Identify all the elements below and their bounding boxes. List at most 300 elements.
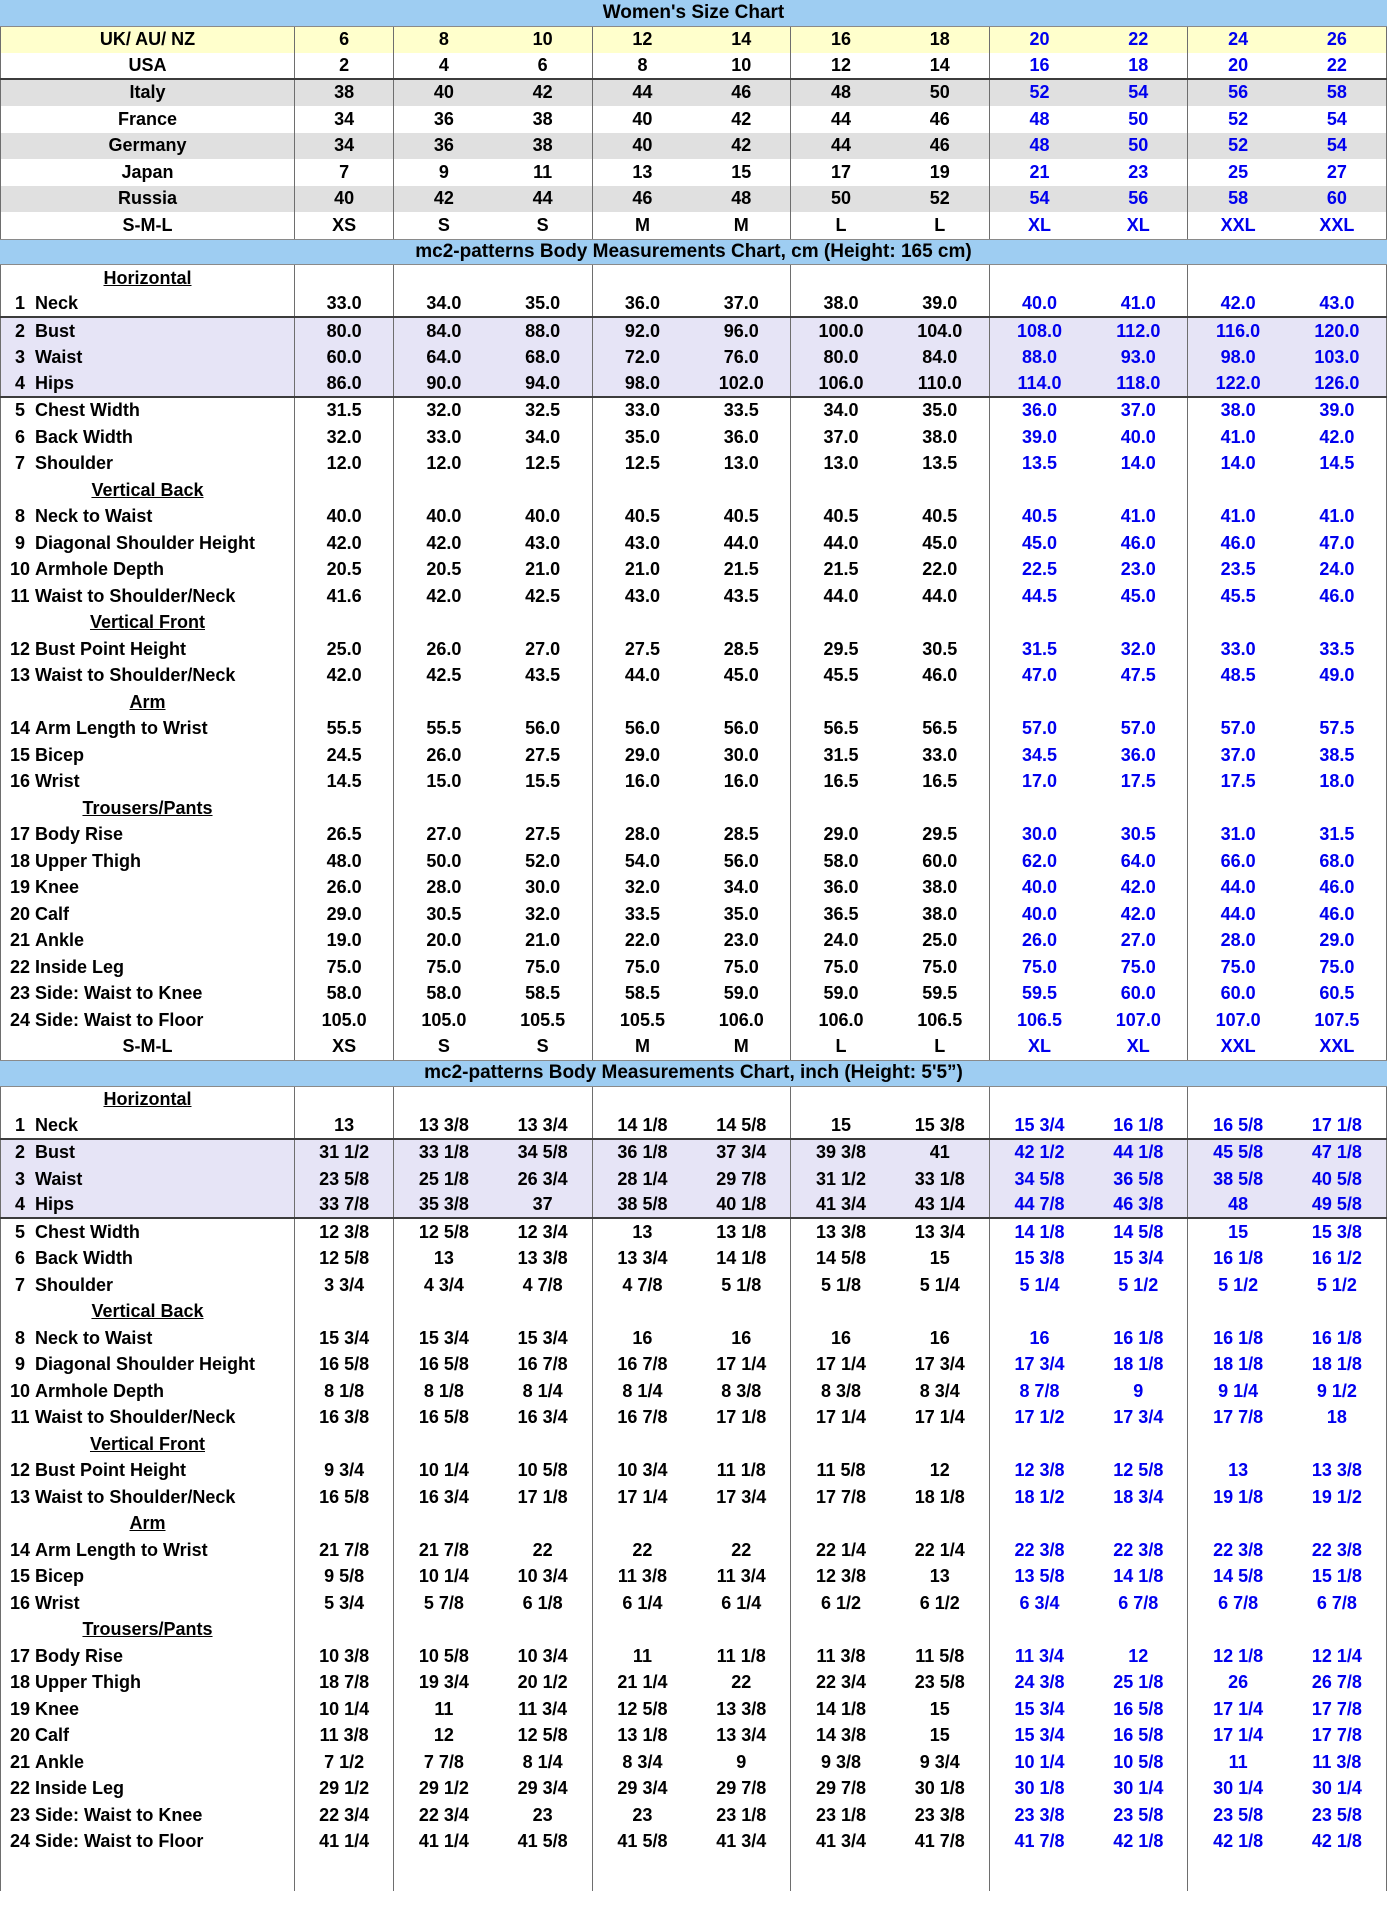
value-cell [990, 689, 1089, 716]
value-cell: 98.0 [1220, 347, 1256, 368]
value-cell: XXL [1220, 214, 1256, 235]
inch-section-header: mc2-patterns Body Measurements Chart, inch (Height: 5'5”) [0, 1060, 1387, 1087]
row-label-text: Bust Point Height [35, 1460, 186, 1481]
row-label [0, 424, 295, 451]
row-label [0, 371, 295, 396]
value-cell: 23 1/8 [815, 1804, 867, 1825]
row-label-text: Armhole Depth [35, 559, 165, 580]
value-cell: 40 1/8 [692, 1193, 791, 1218]
value-cell: 43.0 [624, 585, 660, 606]
value-cell: 40.0 [1022, 877, 1058, 898]
value-cell: 56.0 [494, 716, 593, 743]
value-cell: 40.5 [891, 504, 990, 531]
value-cell [394, 477, 493, 504]
value-cell [891, 1511, 990, 1538]
value-cell: 30.5 [1089, 822, 1188, 849]
row-label-text: Back Width [35, 426, 133, 447]
row-number: 7 [14, 1274, 25, 1295]
value-cell [1089, 265, 1188, 292]
value-cell: 16.5 [823, 771, 859, 792]
value-cell [295, 1299, 394, 1326]
row-label [0, 1352, 295, 1379]
value-cell: 10 [494, 27, 593, 54]
value-cell: 35.0 [624, 426, 660, 447]
value-cell [494, 1299, 593, 1326]
row-label [0, 504, 295, 531]
value-cell: 14 [891, 53, 990, 78]
table-row-back-width [0, 1246, 1387, 1273]
value-cell: 41 3/4 [692, 1829, 791, 1856]
value-cell: 31.5 [1288, 822, 1387, 849]
row-label [0, 1855, 295, 1891]
value-cell: 6 1/8 [494, 1590, 593, 1617]
value-cell: 34 [295, 133, 394, 160]
value-cell: 45.5 [823, 665, 859, 686]
value-cell: 22 [692, 1537, 791, 1564]
value-cell: 16.5 [891, 769, 990, 796]
value-cell: 40 5/8 [1288, 1166, 1387, 1193]
value-cell [1288, 1431, 1387, 1458]
value-cell: 48 [1029, 135, 1050, 156]
value-cell: 13 3/8 [815, 1221, 867, 1242]
table-row-diagonal-shoulder-height [0, 530, 1387, 557]
value-cell [791, 689, 890, 716]
value-cell [1288, 795, 1387, 822]
value-cell: 44 7/8 [1014, 1194, 1065, 1215]
value-cell: 8 3/4 [891, 1378, 990, 1405]
value-cell: XXL [1288, 212, 1387, 239]
value-cell: 5 3/4 [295, 1590, 394, 1617]
value-cell: 22 1/4 [815, 1539, 867, 1560]
value-cell [394, 795, 493, 822]
value-cell: 29.5 [891, 822, 990, 849]
row-label-text: Wrist [35, 771, 80, 792]
row-number: 23 [9, 1804, 31, 1825]
value-cell [891, 1299, 990, 1326]
value-cell: 34 [295, 106, 394, 133]
row-label [0, 1405, 295, 1432]
value-cell: 9 3/4 [295, 1458, 394, 1485]
value-cell: 11 3/4 [692, 1564, 791, 1591]
value-cell: 28.5 [692, 636, 791, 663]
row-label-text: Side: Waist to Knee [35, 1804, 203, 1825]
value-cell: 50 [1089, 133, 1188, 160]
value-cell: 11 [434, 1698, 454, 1719]
value-cell: 14 1/8 [815, 1698, 867, 1719]
value-cell: 47 1/8 [1288, 1140, 1387, 1167]
table-row-waist-to-shoulder-neck [0, 583, 1387, 610]
value-cell: 43.5 [494, 663, 593, 690]
value-cell: 12 [1089, 1643, 1188, 1670]
value-cell: 36 5/8 [1089, 1166, 1188, 1193]
value-cell [990, 1431, 1089, 1458]
value-cell: 41 1/4 [418, 1831, 469, 1852]
value-cell: 48 [692, 186, 791, 213]
value-cell: 44.0 [624, 665, 660, 686]
value-cell [791, 610, 890, 637]
value-cell: 56.0 [624, 718, 660, 739]
value-cell [1188, 795, 1287, 822]
value-cell: 40.0 [1022, 903, 1058, 924]
value-cell: 34.0 [823, 400, 859, 421]
row-number: 12 [9, 1460, 31, 1481]
table-row-knee [0, 1696, 1387, 1723]
value-cell: 15 3/4 [1014, 1114, 1065, 1135]
value-cell: 10 1/4 [418, 1460, 469, 1481]
value-cell: 36 [433, 135, 454, 156]
value-cell: 40.5 [624, 506, 660, 527]
value-cell: 26.0 [426, 638, 462, 659]
value-cell: 25.0 [891, 928, 990, 955]
value-cell: 34.0 [692, 875, 791, 902]
value-cell: 45 5/8 [1213, 1142, 1264, 1163]
value-cell: 15.5 [494, 769, 593, 796]
value-cell: 26 [1228, 1672, 1249, 1693]
value-cell [295, 1617, 394, 1644]
value-cell: 21.0 [624, 559, 660, 580]
value-cell [295, 265, 394, 292]
row-number: 19 [9, 1698, 31, 1719]
row-label-text: Bicep [35, 1566, 85, 1587]
value-cell: 42 1/8 [1213, 1831, 1264, 1852]
value-cell: M [634, 214, 650, 235]
value-cell [494, 477, 593, 504]
value-cell: 58.0 [426, 983, 462, 1004]
value-cell: 26.0 [1022, 930, 1058, 951]
row-label: S-M-L [0, 1034, 295, 1061]
value-cell: 59.5 [1022, 983, 1058, 1004]
value-cell: 37.0 [692, 292, 791, 317]
row-label [0, 1590, 295, 1617]
section-label: Arm [0, 689, 295, 716]
value-cell: 48 [1228, 1194, 1249, 1215]
value-cell: 52 [1228, 135, 1249, 156]
value-cell: 36.5 [823, 903, 859, 924]
row-label [0, 1829, 295, 1856]
value-cell [593, 1299, 692, 1326]
row-label-text: Body Rise [35, 824, 124, 845]
value-cell: 105.5 [619, 1009, 665, 1030]
row-label-text: Shoulder [35, 453, 114, 474]
value-cell: 16 1/8 [1089, 1325, 1188, 1352]
value-cell: 16 [632, 1327, 653, 1348]
row-label [0, 1113, 295, 1138]
row-label-text: Back Width [35, 1248, 133, 1269]
row-label-text: Ankle [35, 1751, 85, 1772]
value-cell: 68.0 [494, 345, 593, 372]
value-cell: 20 [1029, 29, 1050, 50]
value-cell: 11 5/8 [816, 1460, 866, 1481]
row-number: 10 [9, 559, 31, 580]
value-cell: 11 1/8 [692, 1643, 791, 1670]
size-conversion-section [0, 27, 1387, 239]
value-cell: 106.5 [891, 1007, 990, 1034]
value-cell: 23 5/8 [1288, 1802, 1387, 1829]
value-cell [891, 477, 990, 504]
value-cell: 17 7/8 [1213, 1407, 1264, 1428]
value-cell: 17 [830, 161, 851, 182]
value-cell: 34 5/8 [494, 1140, 593, 1167]
value-cell: 19 [891, 159, 990, 186]
value-cell: 17 1/4 [617, 1486, 668, 1507]
value-cell: 46 [692, 80, 791, 107]
row-number: 11 [10, 1407, 30, 1428]
value-cell: 106.0 [818, 1009, 864, 1030]
value-cell: 28.0 [426, 877, 462, 898]
value-cell: 16 7/8 [617, 1407, 668, 1428]
value-cell: 17 1/4 [692, 1352, 791, 1379]
value-cell [692, 1617, 791, 1644]
value-cell: 45.0 [891, 530, 990, 557]
value-cell: 14 1/8 [617, 1114, 668, 1135]
value-cell: 106.5 [1017, 1009, 1063, 1030]
value-cell: 16 5/8 [1089, 1723, 1188, 1750]
section-label-row [0, 610, 1387, 637]
value-cell: 13 3/4 [692, 1723, 791, 1750]
value-cell: 42 1/2 [1014, 1142, 1065, 1163]
value-cell: 7 1/2 [295, 1749, 394, 1776]
value-cell: 22 [632, 1539, 653, 1560]
value-cell: 20 [1228, 54, 1249, 75]
value-cell: 24 [1228, 29, 1249, 50]
value-cell: 6 1/2 [820, 1592, 862, 1613]
row-label [0, 1458, 295, 1485]
value-cell: 11 1/8 [692, 1458, 791, 1485]
value-cell: 46.0 [1288, 901, 1387, 928]
row-label-text: Upper Thigh [35, 1672, 141, 1693]
value-cell: 42.0 [426, 585, 462, 606]
value-cell [791, 1617, 890, 1644]
value-cell: 6 [494, 53, 593, 78]
table-row-wrist [0, 769, 1387, 796]
row-number: 4 [14, 372, 25, 393]
section-label: Vertical Back [0, 1299, 295, 1326]
table-row-waist [0, 1166, 1387, 1193]
value-cell: 23 5/8 [295, 1166, 394, 1193]
value-cell [394, 610, 493, 637]
value-cell: 23.0 [692, 928, 791, 955]
value-cell: 8 3/8 [820, 1380, 862, 1401]
value-cell: 46 [632, 188, 653, 209]
row-label [0, 292, 295, 317]
row-label [0, 1272, 295, 1299]
value-cell: 46.0 [1089, 530, 1188, 557]
value-cell: 8 1/8 [295, 1378, 394, 1405]
row-label-text: Diagonal Shoulder Height [35, 1354, 256, 1375]
table-row-hips [0, 371, 1387, 398]
value-cell: 26 3/4 [494, 1166, 593, 1193]
value-cell [295, 477, 394, 504]
value-cell: 6 7/8 [1089, 1590, 1188, 1617]
row-number: 2 [14, 320, 25, 341]
value-cell: 12 [830, 54, 851, 75]
row-number: 13 [9, 665, 31, 686]
value-cell: 42.0 [1089, 875, 1188, 902]
value-cell: 29.0 [1288, 928, 1387, 955]
section-label-row [0, 689, 1387, 716]
row-number: 22 [9, 1778, 31, 1799]
value-cell [593, 477, 692, 504]
value-cell: 33 1/8 [418, 1142, 469, 1163]
value-cell: 13 3/8 [494, 1246, 593, 1273]
value-cell: 4 7/8 [494, 1272, 593, 1299]
value-cell [1188, 1855, 1287, 1891]
value-cell: 16 3/8 [295, 1405, 394, 1432]
value-cell: 20 1/2 [494, 1670, 593, 1697]
value-cell [494, 1617, 593, 1644]
value-cell: 6 7/8 [1218, 1592, 1259, 1613]
row-number: 15 [9, 744, 31, 765]
table-row-italy [0, 80, 1387, 107]
value-cell: 16 5/8 [418, 1407, 469, 1428]
row-number: 21 [9, 1751, 31, 1772]
value-cell [593, 1431, 692, 1458]
value-cell: 57.0 [1022, 718, 1058, 739]
value-cell: 52 [1029, 82, 1050, 103]
value-cell: 32.0 [426, 400, 462, 421]
value-cell: 41.0 [1220, 506, 1256, 527]
row-label [0, 1166, 295, 1193]
value-cell: 58.0 [823, 850, 859, 871]
value-cell [1188, 610, 1287, 637]
row-number: 24 [9, 1831, 31, 1852]
value-cell: 52 [891, 186, 990, 213]
value-cell [1288, 1299, 1387, 1326]
value-cell: 94.0 [494, 371, 593, 396]
value-cell: 38.0 [891, 901, 990, 928]
value-cell: 11 3/4 [494, 1696, 593, 1723]
value-cell: 30.5 [426, 903, 462, 924]
value-cell: 14 1/8 [1014, 1221, 1065, 1242]
value-cell: 41.0 [1089, 504, 1188, 531]
value-cell: 76.0 [692, 345, 791, 372]
value-cell: 34.0 [494, 424, 593, 451]
value-cell [891, 689, 990, 716]
value-cell: 15 3/4 [1014, 1698, 1065, 1719]
value-cell [494, 1431, 593, 1458]
value-cell: 34 5/8 [1014, 1168, 1065, 1189]
value-cell [295, 1087, 394, 1114]
row-label-text: Chest Width [35, 400, 140, 421]
value-cell: 38.0 [891, 424, 990, 451]
table-row-upper-thigh [0, 1670, 1387, 1697]
value-cell: 5 1/8 [692, 1272, 791, 1299]
row-label [0, 398, 295, 425]
value-cell [593, 1617, 692, 1644]
value-cell [1188, 1087, 1287, 1114]
value-cell: M [692, 212, 791, 239]
value-cell: 41 3/4 [815, 1194, 867, 1215]
value-cell: 15 3/4 [1089, 1246, 1188, 1273]
row-label [0, 981, 295, 1008]
value-cell [791, 265, 890, 292]
value-cell: 46 3/8 [1089, 1193, 1188, 1218]
value-cell: 26.0 [295, 875, 394, 902]
row-label [0, 583, 295, 610]
value-cell [494, 795, 593, 822]
value-cell [692, 1855, 791, 1891]
value-cell: 84.0 [891, 345, 990, 372]
value-cell: 27 [1288, 159, 1387, 186]
value-cell: 17 7/8 [1288, 1723, 1387, 1750]
value-cell: 28.0 [624, 824, 660, 845]
value-cell: 27.5 [624, 638, 660, 659]
value-cell: 30.5 [891, 636, 990, 663]
value-cell: 5 1/4 [891, 1272, 990, 1299]
value-cell: 12.5 [624, 453, 660, 474]
value-cell: 14 5/8 [692, 1113, 791, 1138]
row-number: 6 [14, 426, 25, 447]
value-cell: 5 7/8 [423, 1592, 464, 1613]
value-cell: 116.0 [1216, 320, 1261, 341]
value-cell: 44 [494, 186, 593, 213]
value-cell: 20.5 [426, 559, 462, 580]
value-cell [692, 1511, 791, 1538]
row-label-text: Waist to Shoulder/Neck [35, 1486, 236, 1507]
value-cell: 3 3/4 [295, 1272, 394, 1299]
value-cell: 37 3/4 [692, 1140, 791, 1167]
value-cell: 17 1/2 [1014, 1407, 1065, 1428]
value-cell: 10 5/8 [1089, 1749, 1188, 1776]
table-row-calf [0, 901, 1387, 928]
value-cell: 108.0 [1017, 320, 1063, 341]
value-cell: 107.5 [1288, 1007, 1387, 1034]
table-row-side-waist-to-knee [0, 981, 1387, 1008]
value-cell: 16 1/8 [1213, 1248, 1264, 1269]
value-cell: 33.0 [295, 292, 394, 317]
value-cell: 57.0 [1089, 716, 1188, 743]
value-cell: 15 [830, 1114, 851, 1135]
value-cell: 48.0 [295, 848, 394, 875]
value-cell: 23 3/8 [1014, 1804, 1065, 1825]
value-cell [593, 1511, 692, 1538]
row-label-text: Waist [35, 347, 83, 368]
value-cell: 17 1/4 [815, 1354, 867, 1375]
value-cell: 48.5 [1220, 665, 1256, 686]
value-cell: 58 [1228, 188, 1249, 209]
row-label-text: Knee [35, 1698, 80, 1719]
value-cell: 7 [295, 159, 394, 186]
row-number: 16 [9, 771, 31, 792]
value-cell: 29.5 [823, 638, 859, 659]
section-label-row [0, 1299, 1387, 1326]
value-cell [494, 1087, 593, 1114]
value-cell: 17 7/8 [815, 1486, 867, 1507]
value-cell: 31.5 [1022, 638, 1058, 659]
value-cell [494, 689, 593, 716]
value-cell: 17 3/4 [1089, 1405, 1188, 1432]
value-cell: 19.0 [295, 928, 394, 955]
value-cell: 23 [494, 1802, 593, 1829]
value-cell: 12 [632, 29, 653, 50]
value-cell: 40 [632, 108, 653, 129]
value-cell: 10 3/4 [494, 1643, 593, 1670]
value-cell: 9 [438, 161, 449, 182]
value-cell: 15 3/8 [1014, 1248, 1065, 1269]
value-cell: 5 1/2 [1089, 1272, 1188, 1299]
value-cell [295, 1855, 394, 1891]
row-number: 9 [14, 532, 25, 553]
value-cell: 32.0 [624, 877, 660, 898]
row-label-text: Neck [35, 1114, 79, 1135]
row-number: 9 [14, 1354, 25, 1375]
value-cell: 42 1/8 [1089, 1829, 1188, 1856]
value-cell: 46.0 [1220, 532, 1256, 553]
value-cell: 15 3/4 [418, 1327, 469, 1348]
row-label [0, 663, 295, 690]
value-cell: 44 [830, 135, 851, 156]
value-cell: 42 [692, 133, 791, 160]
